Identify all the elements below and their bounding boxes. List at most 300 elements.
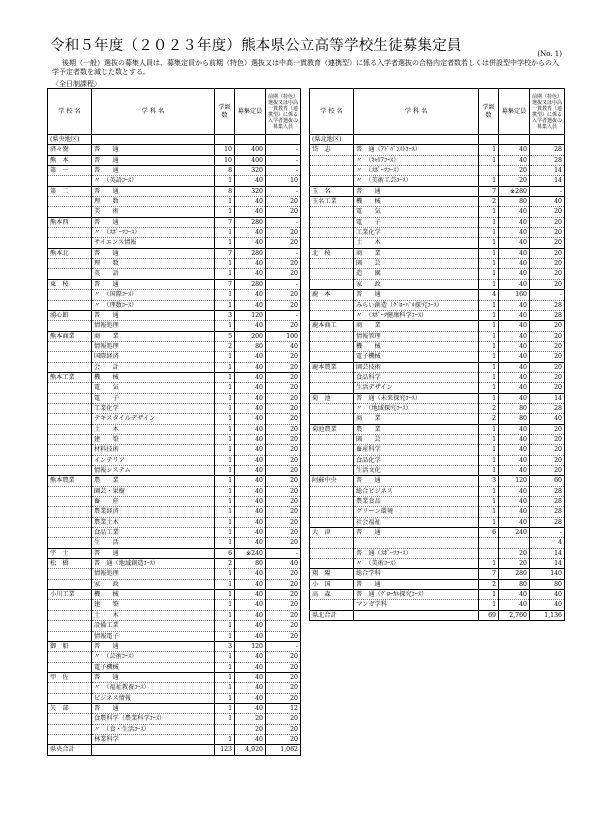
capacity-cell: 40 [235,528,266,538]
classes-cell: 7 [479,569,499,579]
school-cell [48,631,92,641]
capacity-cell: 280 [499,569,530,579]
school-cell: 大 津 [310,528,354,538]
capacity-cell: 320 [235,186,266,196]
connected-cell: 20 [266,538,301,548]
classes-cell: 7 [215,279,235,289]
school-cell: 鹿 本 [310,290,354,300]
connected-cell: 20 [266,300,301,310]
classes-cell: 1 [215,683,235,693]
classes-cell: 1 [479,352,499,362]
capacity-cell: 20 [499,166,530,176]
dept-cell: 情報管理 [354,331,479,341]
capacity-cell: 40 [235,703,266,713]
capacity-cell: 160 [499,290,530,300]
school-cell [48,652,92,662]
classes-cell: 1 [479,155,499,165]
connected-cell: 20 [266,652,301,662]
dept-cell: サイエンス情報 [92,238,215,248]
dept-cell: 機 械 [92,372,215,382]
classes-cell: 1 [479,517,499,527]
classes-cell [479,538,499,548]
capacity-cell: 40 [499,341,530,351]
classes-cell: 1 [479,300,499,310]
dept-cell: マンガ学科 [354,600,479,610]
header-classes: 学級数 [479,89,499,135]
connected-cell: 28 [530,300,565,310]
connected-cell: 20 [266,486,301,496]
table-row [310,176,565,186]
table-row [310,434,565,444]
capacity-cell: 40 [499,486,530,496]
school-cell: 済々黌 [48,145,92,155]
capacity-cell: 40 [499,321,530,331]
connected-cell: 20 [266,590,301,600]
connected-cell: 20 [266,693,301,703]
school-cell: 熊本工業 [48,372,92,382]
connected-cell: 20 [530,279,565,289]
capacity-cell: 80 [499,197,530,207]
classes-cell: 1 [479,341,499,351]
connected-cell: 40 [530,590,565,600]
school-cell [48,683,92,693]
connected-cell: 4 [530,538,565,548]
connected-cell: 28 [530,497,565,507]
capacity-cell: ※240 [235,548,266,558]
table-row [48,186,301,196]
school-cell: 北 稜 [310,248,354,258]
table-row [48,341,301,351]
dept-cell: 普 通 [92,641,215,651]
capacity-cell: 40 [235,300,266,310]
school-cell: 御 船 [48,641,92,651]
capacity-cell: 40 [499,155,530,165]
school-cell [310,207,354,217]
connected-cell: 20 [266,714,301,724]
classes-cell: 1 [215,507,235,517]
capacity-cell: 40 [235,590,266,600]
dept-cell: 会 計 [92,362,215,372]
dept-cell: 普 通（未来探究ｺｰｽ） [354,393,479,403]
school-cell: 松 橋 [48,559,92,569]
table-row [48,290,301,300]
table-row [48,331,301,341]
classes-cell: 1 [215,300,235,310]
classes-cell: 1 [215,714,235,724]
school-cell [310,310,354,320]
table-row [48,383,301,393]
capacity-cell: 40 [235,352,266,362]
connected-cell: 10 [266,176,301,186]
school-cell [48,486,92,496]
connected-cell: - [530,186,565,196]
table-row [48,703,301,713]
school-cell [48,693,92,703]
school-cell [48,424,92,434]
school-cell: 熊本北 [48,248,92,258]
school-cell: 小 国 [310,579,354,589]
school-cell: 岱 志 [310,145,354,155]
connected-cell: 20 [530,321,565,331]
capacity-cell: 40 [235,569,266,579]
classes-cell: 1 [479,331,499,341]
capacity-cell: 40 [499,300,530,310]
school-cell [48,621,92,631]
school-cell: 翔 陽 [310,569,354,579]
classes-cell: 1 [215,652,235,662]
capacity-cell: 40 [235,228,266,238]
table-row [310,290,565,300]
table-row [310,600,565,610]
school-cell: 菊池農業 [310,424,354,434]
classes-cell: 10 [215,145,235,155]
classes-cell: 1 [215,321,235,331]
capacity-cell: 40 [235,403,266,413]
connected-cell: 20 [530,445,565,455]
table-row [48,693,301,703]
table-row [310,207,565,217]
capacity-cell [499,538,530,548]
school-cell [310,466,354,476]
capacity-cell: 40 [499,372,530,382]
school-cell: 玉 名 [310,186,354,196]
connected-cell: 20 [530,466,565,476]
table-row [310,476,565,486]
school-cell [48,393,92,403]
connected-cell: 14 [530,166,565,176]
capacity-cell: 40 [235,486,266,496]
capacity-cell: 20 [499,559,530,569]
dept-cell: 園 芸 [354,434,479,444]
table-row [48,207,301,217]
school-cell [48,383,92,393]
capacity-cell: 40 [499,434,530,444]
table-row [48,135,301,145]
connected-cell: 28 [530,403,565,413]
classes-cell: 5 [215,331,235,341]
classes-cell: 1 [479,507,499,517]
section-label: 〈全日制課程〉 [52,80,101,88]
capacity-cell: 40 [499,445,530,455]
table-row [48,631,301,641]
connected-cell: - [266,641,301,651]
connected-cell: 20 [266,445,301,455]
school-cell [310,548,354,558]
school-cell: 県央合計 [48,745,92,755]
table-row [48,724,301,734]
dept-cell [92,135,215,145]
table-row [310,486,565,496]
school-cell [310,445,354,455]
table-row [48,579,301,589]
school-cell: 甲 佐 [48,672,92,682]
table-row [310,393,565,403]
classes-cell: 1 [479,228,499,238]
table-row [48,569,301,579]
table-body-right [310,135,565,621]
table-row [48,393,301,403]
capacity-cell: 280 [235,248,266,258]
table-row [48,403,301,413]
dept-cell: ビジネス情報 [92,693,215,703]
table-row [310,466,565,476]
classes-cell: 1 [479,434,499,444]
connected-cell: - [266,548,301,558]
table-row [48,507,301,517]
capacity-cell: 40 [499,269,530,279]
table-row [310,528,565,538]
connected-cell: - [266,248,301,258]
connected-cell: - [266,166,301,176]
table-row [48,610,301,620]
table-row [48,259,301,269]
table-row [310,259,565,269]
school-cell [310,507,354,517]
table-row [310,331,565,341]
school-cell [310,166,354,176]
table-row [48,486,301,496]
capacity-cell: 40 [235,321,266,331]
classes-cell: 1 [215,414,235,424]
connected-cell: - [266,186,301,196]
table-row [48,155,301,165]
dept-cell: 総合ビジネス [354,486,479,496]
connected-cell: 20 [530,331,565,341]
table-row [48,248,301,258]
capacity-cell: 40 [499,352,530,362]
connected-cell: 40 [266,341,301,351]
school-cell: 第 二 [48,186,92,196]
classes-cell: 1 [215,383,235,393]
capacity-cell: 280 [235,279,266,289]
capacity-cell: 40 [235,269,266,279]
capacity-cell: 40 [235,238,266,248]
classes-cell: 8 [215,186,235,196]
school-cell: 玉名工業 [310,197,354,207]
connected-cell: 20 [266,372,301,382]
dept-cell: 農 業 [354,424,479,434]
capacity-cell: ※280 [499,186,530,196]
dept-cell: 普 通 [354,290,479,300]
total-row [48,745,301,755]
table-row [48,548,301,558]
classes-cell: 1 [215,600,235,610]
school-cell [48,321,92,331]
classes-cell: 3 [479,476,499,486]
dept-cell: 建 築 [92,434,215,444]
classes-cell: 1 [215,259,235,269]
connected-cell: 20 [266,610,301,620]
classes-cell [479,166,499,176]
table-row [310,372,565,382]
connected-cell: 40 [530,600,565,610]
connected-cell: 20 [530,424,565,434]
classes-cell: 1 [215,393,235,403]
school-cell: 矢 部 [48,703,92,713]
table-row [48,362,301,372]
school-cell [48,228,92,238]
connected-cell: 20 [530,383,565,393]
school-cell [48,610,92,620]
capacity-cell: 40 [499,238,530,248]
dept-cell: 普 通 [92,145,215,155]
dept-cell: 普 通 [92,672,215,682]
classes-cell: 1 [215,362,235,372]
capacity-cell: 40 [235,372,266,382]
connected-cell: 20 [266,528,301,538]
connected-cell: 20 [266,569,301,579]
classes-cell: 1 [479,424,499,434]
table-row [310,248,565,258]
classes-cell: 1 [479,466,499,476]
table-row [48,734,301,744]
table-row [48,176,301,186]
capacity-cell: 40 [499,362,530,372]
dept-cell: 生活デザイン [354,383,479,393]
connected-cell: 20 [266,321,301,331]
table-body-left [48,135,301,756]
dept-cell: 〃 （ｷｬﾘｱｺｰｽ） [354,155,479,165]
connected-cell: 28 [530,155,565,165]
classes-cell: 4 [479,290,499,300]
capacity-cell: 40 [235,466,266,476]
table-row [48,497,301,507]
school-cell [48,528,92,538]
capacity-cell: 40 [499,383,530,393]
table-row [48,424,301,434]
connected-cell: - [530,290,565,300]
classes-cell: 1 [215,372,235,382]
classes-cell: 8 [215,166,235,176]
school-cell [310,497,354,507]
table-row [310,362,565,372]
table-row [48,600,301,610]
school-cell [48,176,92,186]
capacity-cell: 40 [499,145,530,155]
classes-cell: 2 [479,579,499,589]
school-cell [310,228,354,238]
capacity-cell: 40 [499,455,530,465]
classes-cell: 1 [479,238,499,248]
table-row [48,662,301,672]
classes-cell: 1 [479,445,499,455]
connected-cell: 20 [530,341,565,351]
connected-cell: 20 [530,362,565,372]
table-row [310,228,565,238]
classes-cell: 1 [479,321,499,331]
school-cell [48,538,92,548]
school-cell [310,600,354,610]
dept-cell: 農業経済 [92,507,215,517]
dept-cell: 理 数 [92,259,215,269]
dept-cell: 〃 （ｽﾎﾟｰﾂｺｰｽ） [92,228,215,238]
capacity-cell: 40 [235,455,266,465]
classes-cell: 1 [479,393,499,403]
classes-cell: 7 [479,186,499,196]
school-cell [310,352,354,362]
connected-cell: 20 [266,631,301,641]
school-cell [48,662,92,672]
dept-cell: 普 通 [92,548,215,558]
school-cell: 宇 土 [48,548,92,558]
dept-cell: 林業科学 [92,734,215,744]
connected-cell: 100 [266,331,301,341]
school-cell: (県央地区) [48,135,92,145]
classes-cell: 1 [215,476,235,486]
classes-cell: 1 [215,517,235,527]
connected-cell: 40 [530,414,565,424]
school-cell: 小川工業 [48,590,92,600]
table-row [48,590,301,600]
school-cell [310,538,354,548]
connected-cell: 20 [266,383,301,393]
classes-cell: 1 [479,372,499,382]
connected-cell: 20 [266,455,301,465]
table-row [310,445,565,455]
dept-cell: 電子機械 [92,662,215,672]
classes-cell: 1 [479,497,499,507]
school-cell [48,445,92,455]
school-cell [48,734,92,744]
capacity-cell: 40 [235,662,266,672]
connected-cell: 14 [530,176,565,186]
capacity-cell: 40 [499,517,530,527]
table-row [310,300,565,310]
school-cell [310,217,354,227]
classes-cell: 1 [215,445,235,455]
capacity-cell [499,135,530,145]
dept-cell: 〃 （ｽﾎﾟｰﾂｺｰｽ） [354,166,479,176]
classes-cell: 1 [215,569,235,579]
classes-cell: 1 [479,279,499,289]
school-cell [310,155,354,165]
table-row [310,559,565,569]
table-row [48,683,301,693]
connected-cell: - [266,145,301,155]
capacity-cell: 40 [235,414,266,424]
connected-cell: 20 [266,662,301,672]
table-row [310,497,565,507]
school-cell [310,279,354,289]
connected-cell: 20 [266,476,301,486]
dept-cell: 普 通 [354,528,479,538]
school-cell [48,290,92,300]
school-cell [48,600,92,610]
table-row [48,197,301,207]
classes-cell: 1 [479,310,499,320]
capacity-cell: 40 [499,259,530,269]
dept-cell: 〃 （食・生活ｺｰｽ） [92,724,215,734]
table-row [310,590,565,600]
capacity-cell: 40 [235,424,266,434]
capacity-cell: 40 [235,538,266,548]
capacity-cell: 400 [235,155,266,165]
dept-cell: 普 通 [92,186,215,196]
dept-cell: 〃 （ｽﾎﾟｰﾂ健康科学ｺｰｽ） [354,310,479,320]
school-cell [310,486,354,496]
school-cell [48,352,92,362]
connected-cell: 20 [266,259,301,269]
school-cell [48,207,92,217]
school-cell [310,559,354,569]
school-cell [310,341,354,351]
dept-cell: 生 活 [92,538,215,548]
capacity-cell: 40 [235,207,266,217]
classes-cell: 2 [479,197,499,207]
classes-cell: 1 [215,693,235,703]
document-number: (No. 1) [537,50,562,58]
connected-cell: 20 [530,228,565,238]
